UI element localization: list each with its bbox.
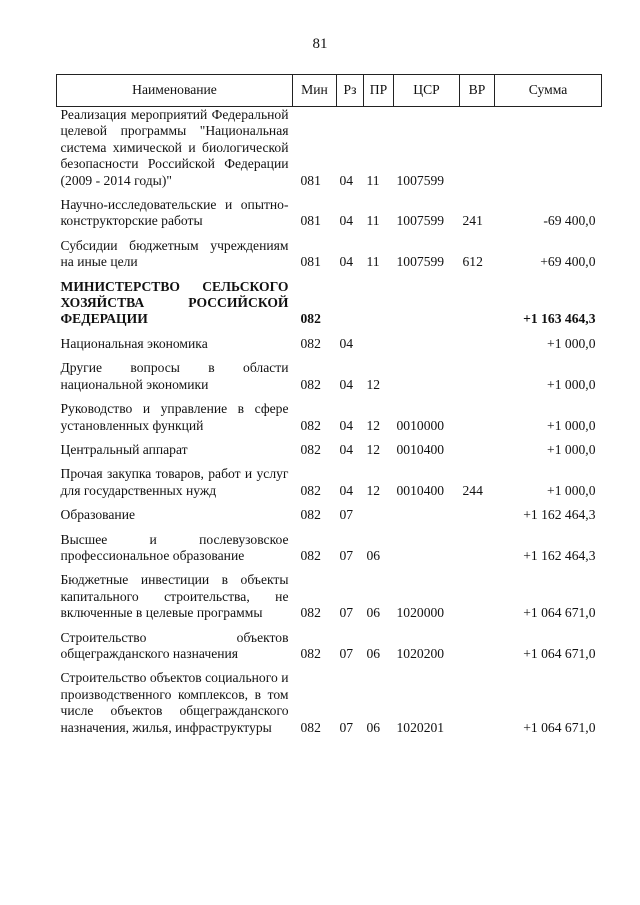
cell-vr	[460, 401, 495, 434]
cell-pr: 06	[366, 605, 381, 621]
header-vr: ВР	[460, 75, 495, 107]
row-spacer	[57, 458, 602, 466]
cell-sum: +1 162 464,3	[523, 507, 596, 523]
cell-csr	[394, 279, 460, 328]
cell-min: 082	[300, 645, 321, 661]
row-spacer	[57, 328, 602, 336]
cell-pr: 11	[366, 213, 380, 229]
cell-pr	[364, 336, 394, 352]
cell-vr	[460, 107, 495, 190]
cell-pr: 11	[366, 254, 380, 270]
cell-min: 082	[300, 605, 321, 621]
cell-rz: 07	[339, 547, 354, 563]
cell-vr	[460, 279, 495, 328]
cell-sum: +1 064 671,0	[523, 645, 596, 661]
cell-min: 081	[300, 254, 321, 270]
row-spacer	[57, 393, 602, 401]
budget-table	[56, 74, 602, 736]
table-row	[57, 442, 602, 458]
cell-min: 082	[300, 441, 321, 457]
cell-csr: 1007599	[396, 213, 445, 229]
cell-vr	[460, 572, 495, 621]
cell-min: 082	[300, 311, 321, 327]
table-row	[57, 279, 602, 328]
cell-rz: 07	[339, 645, 354, 661]
cell-rz	[337, 279, 364, 328]
cell-rz: 04	[339, 441, 354, 457]
cell-pr: 06	[366, 719, 381, 735]
cell-rz: 04	[339, 482, 354, 498]
table-row	[57, 107, 602, 190]
header-pr: ПР	[364, 75, 394, 107]
cell-min: 082	[300, 547, 321, 563]
cell-rz: 04	[339, 254, 354, 270]
cell-vr	[460, 360, 495, 393]
cell-csr	[394, 336, 460, 352]
row-spacer	[57, 662, 602, 670]
cell-name: Другие вопросы в области национальной экономики	[60, 360, 289, 392]
cell-csr: 1020200	[396, 645, 445, 661]
cell-csr: 1007599	[396, 254, 445, 270]
row-spacer	[57, 189, 602, 197]
row-spacer	[57, 622, 602, 630]
cell-sum: -69 400,0	[543, 213, 596, 229]
cell-pr: 12	[366, 417, 381, 433]
cell-sum	[495, 107, 602, 190]
cell-pr: 06	[366, 547, 381, 563]
cell-sum: +1 000,0	[547, 376, 596, 392]
header-sum: Сумма	[495, 75, 602, 107]
cell-pr: 12	[366, 441, 381, 457]
cell-sum: +1 000,0	[547, 417, 596, 433]
table-header-row	[57, 75, 602, 107]
cell-vr: 241	[462, 213, 483, 229]
cell-name: Руководство и управление в сфере установленных функций	[60, 401, 289, 433]
cell-csr: 0010400	[396, 441, 445, 457]
cell-rz: 04	[339, 213, 354, 229]
row-spacer	[57, 499, 602, 507]
cell-name: Высшее и послевузовское профессиональное образование	[60, 531, 289, 563]
row-spacer	[57, 434, 602, 442]
cell-pr	[364, 279, 394, 328]
table-row	[57, 238, 602, 271]
cell-sum: +1 000,0	[547, 441, 596, 457]
cell-name: Строительство объектов общегражданского назначения	[60, 629, 289, 661]
cell-name: Бюджетные инвестиции в объекты капитального строительства, не включенные в целевые программы	[60, 572, 289, 621]
table-row	[57, 630, 602, 663]
cell-vr	[460, 442, 495, 458]
table-row	[57, 197, 602, 230]
table-row	[57, 670, 602, 736]
row-spacer	[57, 564, 602, 572]
cell-vr	[460, 507, 495, 523]
cell-vr: 244	[462, 482, 483, 498]
cell-name: МИНИСТЕРСТВО СЕЛЬСКОГО ХОЗЯЙСТВА РОССИЙСКОЙ ФЕДЕРАЦИИ	[60, 278, 289, 327]
row-spacer	[57, 352, 602, 360]
cell-name: Научно-исследовательские и опытно-конструкторские работы	[60, 197, 289, 229]
cell-min: 081	[300, 213, 321, 229]
table-row	[57, 360, 602, 393]
cell-vr	[460, 670, 495, 736]
cell-min: 082	[300, 719, 321, 735]
table-row	[57, 401, 602, 434]
cell-sum: +1 064 671,0	[523, 605, 596, 621]
cell-pr: 12	[366, 482, 381, 498]
cell-name: Образование	[60, 507, 136, 523]
cell-rz: 07	[339, 719, 354, 735]
row-spacer	[57, 271, 602, 279]
cell-csr: 1007599	[396, 172, 445, 188]
cell-pr: 11	[366, 172, 380, 188]
cell-vr: 612	[462, 254, 483, 270]
cell-sum: +1 000,0	[547, 335, 596, 351]
table-row	[57, 532, 602, 565]
cell-name: Прочая закупка товаров, работ и услуг для государственных нужд	[60, 466, 289, 498]
table-row	[57, 336, 602, 352]
cell-min: 082	[300, 335, 321, 351]
cell-rz: 07	[339, 605, 354, 621]
cell-min: 082	[300, 482, 321, 498]
cell-rz: 04	[339, 172, 354, 188]
cell-rz: 04	[339, 376, 354, 392]
cell-name: Субсидии бюджетным учреждениям на иные цели	[60, 237, 289, 270]
cell-min: 082	[300, 376, 321, 392]
table-row	[57, 572, 602, 621]
table-row	[57, 507, 602, 523]
cell-csr	[394, 532, 460, 565]
cell-sum: +1 000,0	[547, 482, 596, 498]
cell-csr: 0010400	[396, 482, 445, 498]
header-rz: Рз	[337, 75, 364, 107]
cell-name: Строительство объектов социального и производственного комплексов, в том числе объектов общегражданского назначения, жилья, инфраструктуры	[60, 670, 289, 735]
cell-csr	[394, 507, 460, 523]
cell-sum: +1 163 464,3	[523, 311, 596, 327]
cell-csr: 1020201	[396, 719, 445, 735]
cell-sum: +1 162 464,3	[523, 547, 596, 563]
cell-pr: 12	[366, 376, 381, 392]
row-spacer	[57, 230, 602, 238]
cell-rz: 07	[339, 507, 354, 523]
cell-pr	[364, 507, 394, 523]
header-name: Наименование	[57, 75, 293, 107]
cell-rz: 04	[339, 335, 354, 351]
cell-name: Центральный аппарат	[60, 441, 188, 457]
cell-csr	[394, 360, 460, 393]
cell-rz: 04	[339, 417, 354, 433]
table-row	[57, 466, 602, 499]
cell-sum: +69 400,0	[540, 254, 596, 270]
row-spacer	[57, 524, 602, 532]
header-min: Мин	[293, 75, 337, 107]
header-csr: ЦСР	[394, 75, 460, 107]
cell-sum: +1 064 671,0	[523, 719, 596, 735]
cell-vr	[460, 336, 495, 352]
cell-min: 082	[300, 417, 321, 433]
cell-csr: 1020000	[396, 605, 445, 621]
page-number: 81	[312, 36, 328, 52]
cell-pr: 06	[366, 645, 381, 661]
cell-name: Национальная экономика	[60, 335, 208, 351]
cell-vr	[460, 532, 495, 565]
cell-min: 082	[300, 507, 321, 523]
cell-csr: 0010000	[396, 417, 445, 433]
cell-vr	[460, 630, 495, 663]
cell-min: 081	[300, 172, 321, 188]
cell-name: Реализация мероприятий Федеральной целевой программы "Национальная система химической и биологической безопасности Российской Федерации (2009 - 2014 годы)"	[60, 107, 289, 188]
